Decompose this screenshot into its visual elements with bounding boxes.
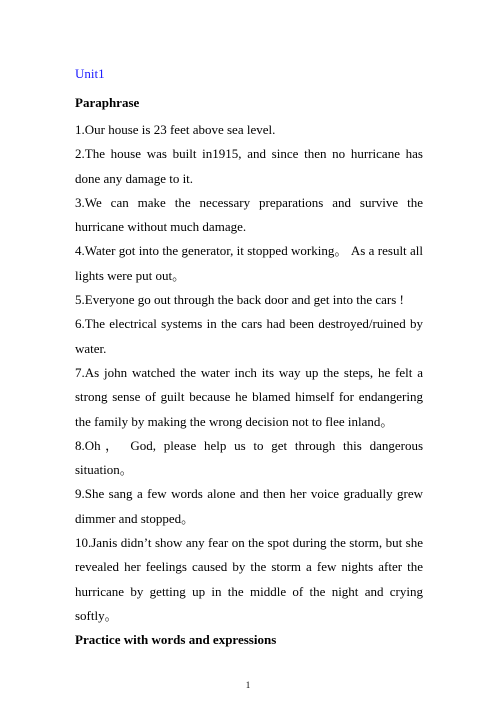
paraphrase-item-9: 9.She sang a few words alone and then her voice gradually grew dimmer and stopped。 — [75, 486, 423, 526]
paraphrase-item-3: 3.We can make the necessary preparations and survive the hurricane without much damage. — [75, 194, 423, 235]
paraphrase-item-1: 1.Our house is 23 feet above sea level. — [75, 122, 276, 137]
paraphrase-item-8: 8.Oh， God, please help us to get through this dangerous situation。 — [75, 437, 423, 478]
document-body — [75, 66, 423, 652]
practice-heading: Practice with words and expressions — [75, 632, 277, 648]
paraphrase-item-7: 7.As john watched the water inch its way up the steps, he felt a strong sense of guilt because he blamed himself for endangering the family by making the wrong decision not to flee inland。 — [75, 364, 423, 429]
page-number: 1 — [245, 680, 251, 690]
unit-title: Unit1 — [75, 66, 105, 81]
paraphrase-item-4: 4.Water got into the generator, it stopped working。 As a result all lights were put out。 — [75, 243, 423, 283]
paraphrase-heading: Paraphrase — [75, 95, 140, 110]
paraphrase-item-10: 10.Janis didn’t show any fear on the spot during the storm, but she revealed her feelings caused by the storm a few nights after the hurricane by getting up in the middle of the night and crying softly。 — [75, 535, 423, 623]
paraphrase-item-6: 6.The electrical systems in the cars had been destroyed/ruined by water. — [75, 316, 423, 356]
paraphrase-item-2: 2.The house was built in1915, and since then no hurricane has done any damage to it. — [75, 146, 423, 186]
paraphrase-item-5: 5.Everyone go out through the back door and get into the cars ! — [75, 292, 404, 308]
